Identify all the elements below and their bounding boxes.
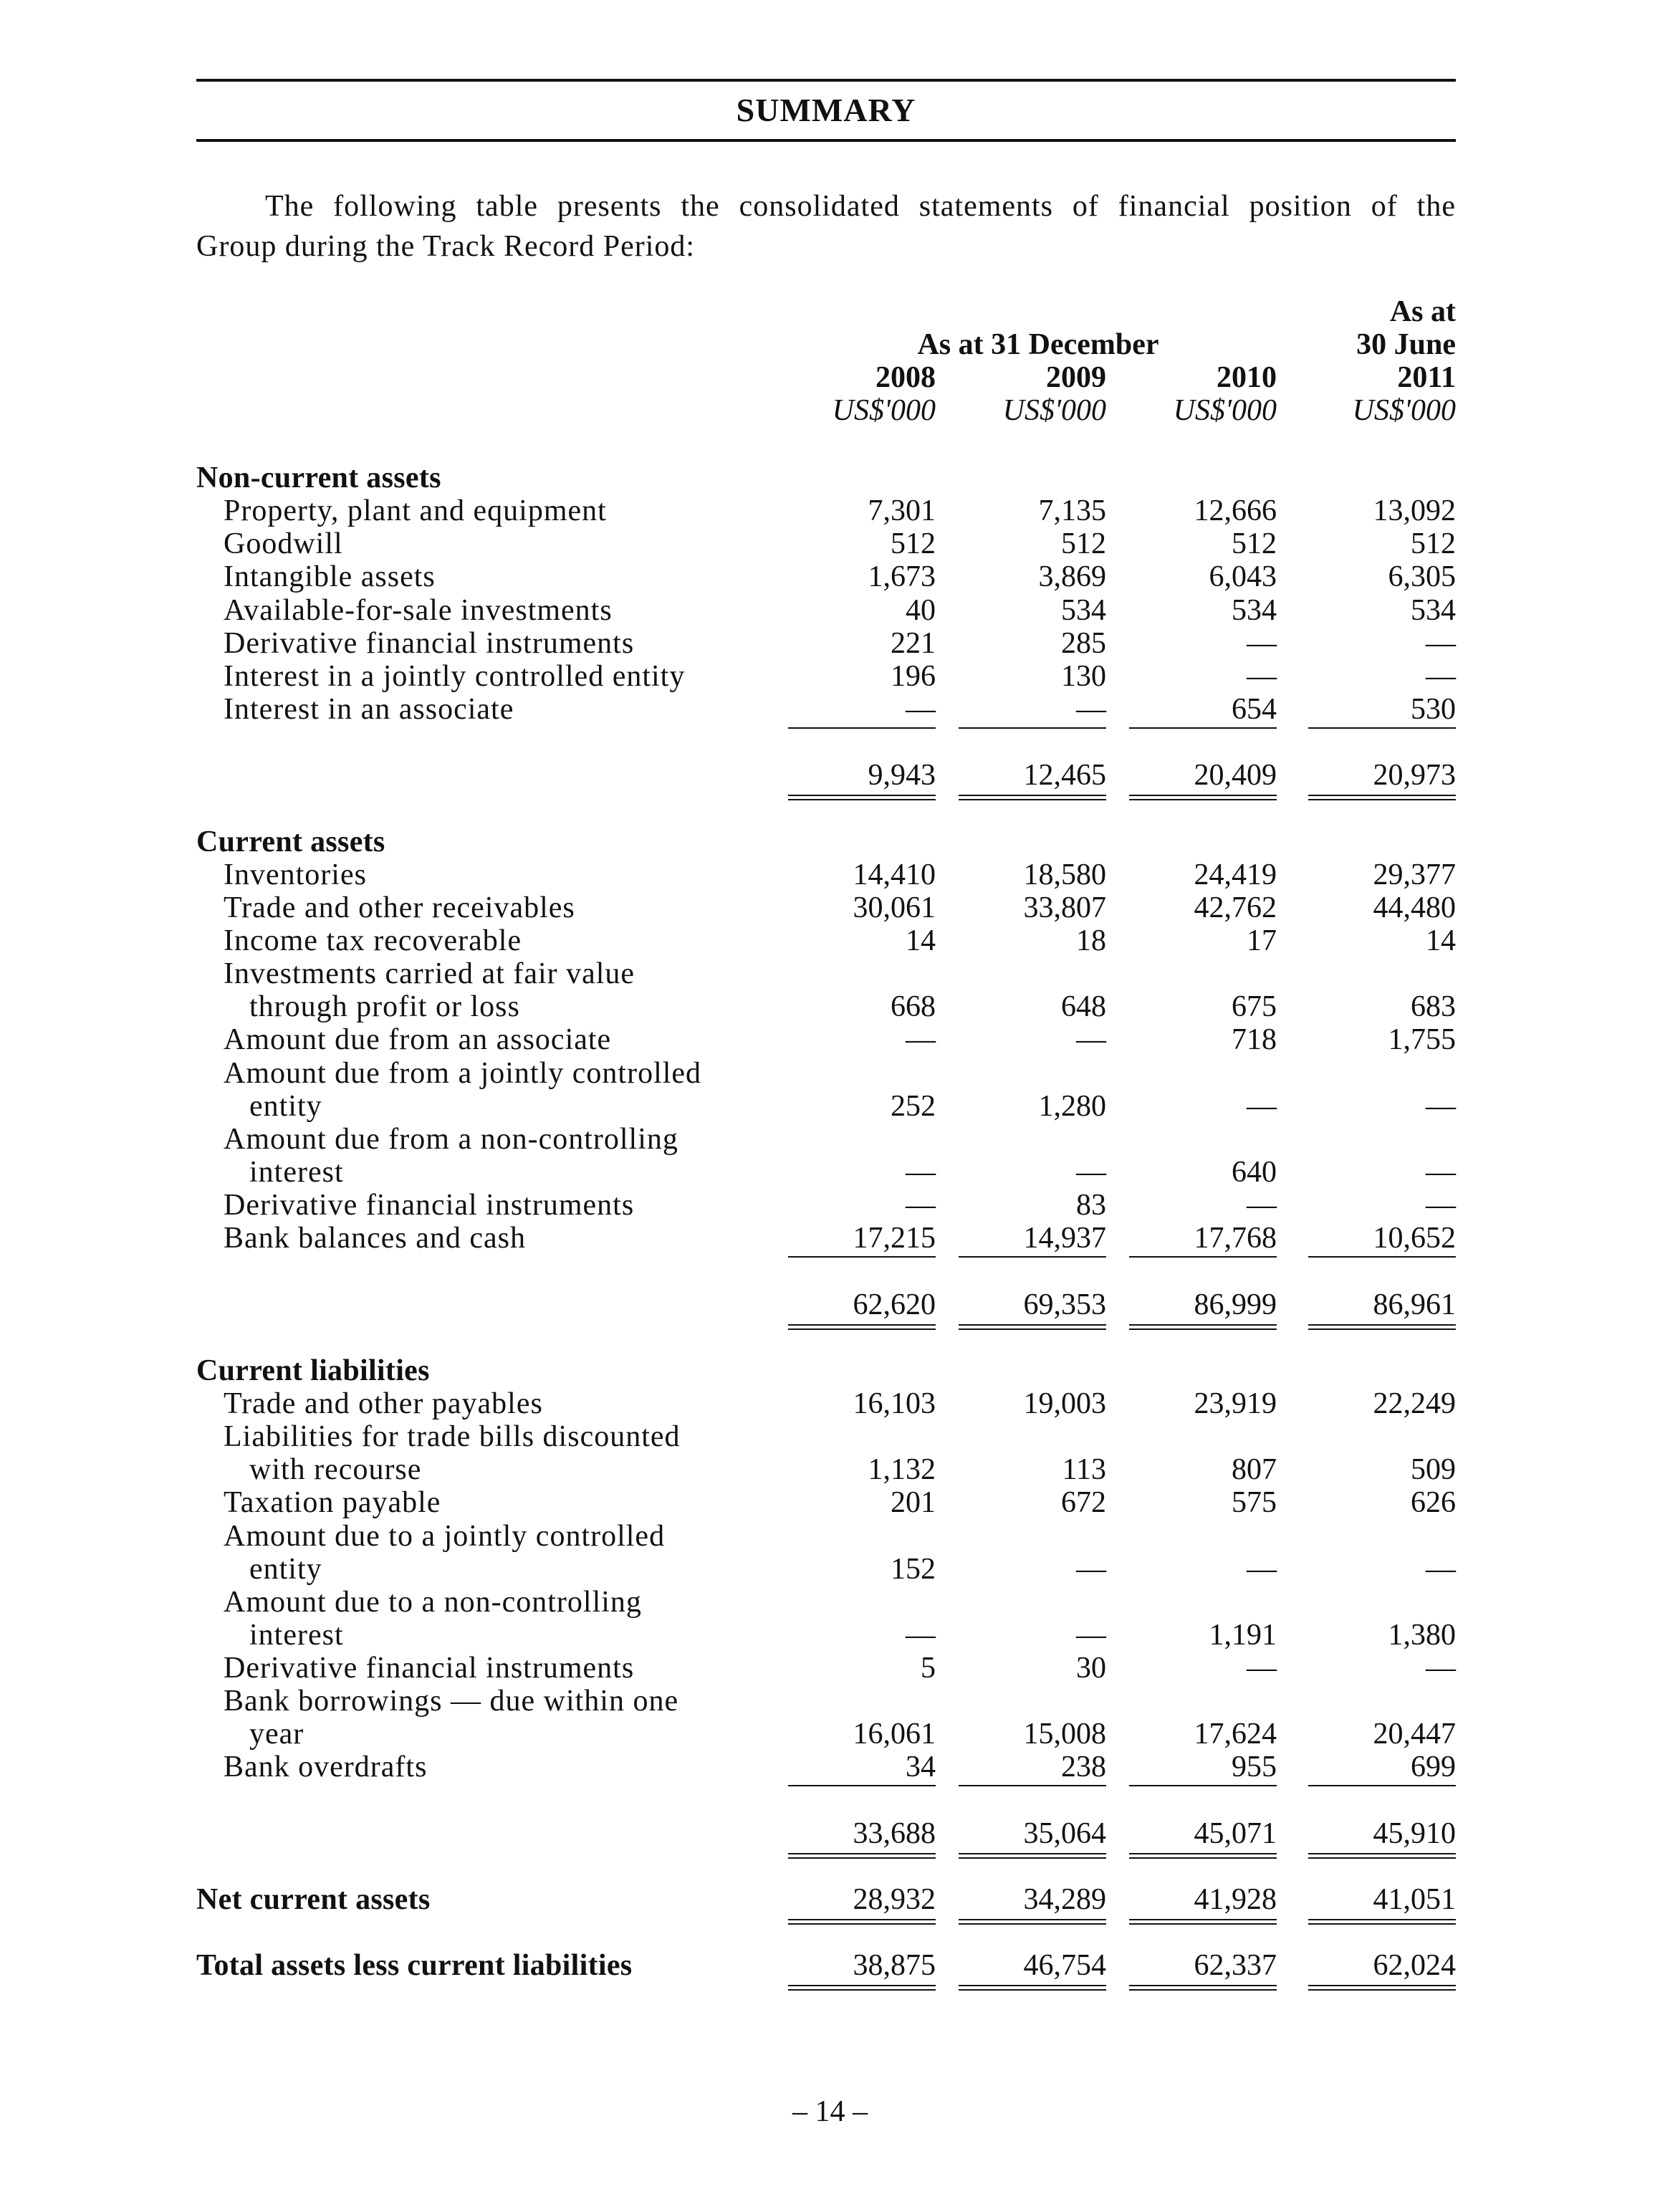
double-underline-upper bbox=[1129, 1985, 1277, 1986]
row-label: Bank balances and cash bbox=[224, 1222, 527, 1255]
spacer-row bbox=[0, 726, 1660, 759]
value-cell-2008: — bbox=[906, 1023, 936, 1057]
value-cell-2011: 10,652 bbox=[1373, 1222, 1456, 1255]
section-heading: Non-current assets bbox=[196, 461, 441, 494]
row-label: Derivative financial instruments bbox=[224, 1189, 635, 1222]
line-item-row bbox=[0, 1619, 1660, 1652]
value-cell-2010: 17 bbox=[1247, 924, 1277, 957]
row-label: interest bbox=[249, 1618, 344, 1652]
total-row bbox=[0, 1883, 1660, 1916]
value-cell-2008: 17,215 bbox=[853, 1222, 936, 1255]
row-label: Total assets less current liabilities bbox=[196, 1949, 633, 1983]
value-cell-2009: 130 bbox=[1061, 659, 1106, 693]
value-cell-2009: 12,465 bbox=[1023, 759, 1106, 793]
line-item-row bbox=[0, 1023, 1660, 1056]
section-heading-row bbox=[0, 1354, 1660, 1387]
row-label: Derivative financial instruments bbox=[224, 1652, 635, 1685]
value-cell-2011: 6,305 bbox=[1388, 560, 1456, 594]
spacer-row bbox=[0, 792, 1660, 825]
page-number: – 14 – bbox=[792, 2095, 868, 2128]
subtotal-row bbox=[0, 1288, 1660, 1321]
value-cell-2009: 30 bbox=[1076, 1652, 1106, 1685]
subtotal-row bbox=[0, 759, 1660, 792]
value-cell-2009: — bbox=[1076, 1023, 1106, 1057]
value-cell-2009: 512 bbox=[1061, 527, 1106, 561]
row-label: year bbox=[249, 1718, 304, 1751]
value-cell-2008: 196 bbox=[891, 659, 936, 693]
value-cell-2010: 654 bbox=[1232, 692, 1277, 726]
value-cell-2008: 252 bbox=[891, 1089, 936, 1123]
row-label: interest bbox=[249, 1155, 344, 1189]
section-heading: Current liabilities bbox=[196, 1354, 430, 1387]
line-item-row bbox=[0, 1553, 1660, 1586]
value-cell-2010: — bbox=[1247, 1552, 1277, 1586]
line-item-row bbox=[0, 990, 1660, 1023]
section-heading: Current assets bbox=[196, 825, 385, 858]
line-item-row bbox=[0, 627, 1660, 660]
value-cell-2011: 62,024 bbox=[1373, 1949, 1456, 1983]
row-label: Inventories bbox=[224, 858, 367, 891]
value-cell-2010: 20,409 bbox=[1194, 759, 1277, 793]
value-cell-2009: 15,008 bbox=[1023, 1718, 1106, 1751]
double-underline-lower bbox=[1308, 1989, 1456, 1991]
value-cell-2010: 6,043 bbox=[1209, 560, 1277, 594]
value-cell-2009: 1,280 bbox=[1038, 1089, 1106, 1123]
value-cell-2008: 40 bbox=[906, 593, 936, 627]
value-cell-2008: 668 bbox=[891, 990, 936, 1024]
spacer-row bbox=[0, 1850, 1660, 1883]
row-label: Amount due from an associate bbox=[224, 1023, 612, 1057]
value-cell-2011: 534 bbox=[1411, 593, 1456, 627]
line-item-row bbox=[0, 560, 1660, 593]
value-cell-2008: 33,688 bbox=[853, 1816, 936, 1850]
value-cell-2010: 640 bbox=[1232, 1155, 1277, 1189]
row-label: Interest in an associate bbox=[224, 692, 514, 726]
line-item-row bbox=[0, 494, 1660, 527]
value-cell-2008: 34 bbox=[906, 1751, 936, 1784]
line-item-row bbox=[0, 957, 1660, 990]
header-as-at-31-december: As at 31 December bbox=[917, 328, 1159, 361]
section-heading-row bbox=[0, 461, 1660, 494]
line-item-row bbox=[0, 527, 1660, 560]
value-cell-2008: 201 bbox=[891, 1486, 936, 1520]
value-cell-2010: 86,999 bbox=[1194, 1288, 1277, 1321]
value-cell-2011: 29,377 bbox=[1373, 858, 1456, 891]
line-item-row bbox=[0, 1520, 1660, 1553]
value-cell-2009: 285 bbox=[1061, 626, 1106, 660]
row-label: entity bbox=[249, 1089, 322, 1123]
value-cell-2011: — bbox=[1426, 1552, 1456, 1586]
subtotal-row bbox=[0, 1817, 1660, 1850]
value-cell-2008: 9,943 bbox=[868, 759, 936, 793]
value-cell-2009: 534 bbox=[1061, 593, 1106, 627]
value-cell-2010: 42,762 bbox=[1194, 891, 1277, 924]
value-cell-2009: 238 bbox=[1061, 1751, 1106, 1784]
row-label: entity bbox=[249, 1552, 322, 1586]
value-cell-2008: 14,410 bbox=[853, 858, 936, 891]
value-cell-2009: — bbox=[1076, 1618, 1106, 1652]
value-cell-2011: 44,480 bbox=[1373, 891, 1456, 924]
value-cell-2011: 20,447 bbox=[1373, 1718, 1456, 1751]
double-underline-upper bbox=[1308, 1985, 1456, 1986]
value-cell-2008: — bbox=[906, 1189, 936, 1222]
value-cell-2011: 41,051 bbox=[1373, 1883, 1456, 1917]
line-item-row bbox=[0, 1453, 1660, 1486]
line-item-row bbox=[0, 1652, 1660, 1685]
value-cell-2010: 675 bbox=[1232, 990, 1277, 1024]
double-underline-upper bbox=[788, 1985, 936, 1986]
value-cell-2010: 512 bbox=[1232, 527, 1277, 561]
line-item-row bbox=[0, 858, 1660, 891]
value-cell-2008: — bbox=[906, 1618, 936, 1652]
line-item-row bbox=[0, 1222, 1660, 1255]
value-cell-2010: — bbox=[1247, 659, 1277, 693]
value-cell-2010: 955 bbox=[1232, 1751, 1277, 1784]
value-cell-2009: 34,289 bbox=[1023, 1883, 1106, 1917]
row-label: Intangible assets bbox=[224, 560, 436, 594]
value-cell-2010: 17,768 bbox=[1194, 1222, 1277, 1255]
spacer-row bbox=[0, 1321, 1660, 1354]
line-item-row bbox=[0, 1751, 1660, 1784]
row-label: Amount due to a jointly controlled bbox=[224, 1519, 666, 1553]
value-cell-2011: 20,973 bbox=[1373, 759, 1456, 793]
line-item-row bbox=[0, 1586, 1660, 1619]
page-title: SUMMARY bbox=[736, 92, 916, 128]
row-label: Goodwill bbox=[224, 527, 343, 561]
value-cell-2011: — bbox=[1426, 659, 1456, 693]
header-as-at: As at bbox=[1389, 295, 1456, 328]
value-cell-2009: — bbox=[1076, 1552, 1106, 1586]
value-cell-2011: 512 bbox=[1411, 527, 1456, 561]
value-cell-2011: — bbox=[1426, 1189, 1456, 1222]
top-rule bbox=[196, 79, 1456, 82]
value-cell-2010: 62,337 bbox=[1194, 1949, 1277, 1983]
value-cell-2008: 16,103 bbox=[853, 1387, 936, 1420]
value-cell-2009: 19,003 bbox=[1023, 1387, 1106, 1420]
value-cell-2009: 46,754 bbox=[1023, 1949, 1106, 1983]
row-label: Amount due from a jointly controlled bbox=[224, 1056, 702, 1090]
line-item-row bbox=[0, 1123, 1660, 1156]
value-cell-2009: — bbox=[1076, 1155, 1106, 1189]
value-cell-2008: 221 bbox=[891, 626, 936, 660]
row-label: Amount due to a non-controlling bbox=[224, 1585, 642, 1619]
value-cell-2011: — bbox=[1426, 1155, 1456, 1189]
value-cell-2010: — bbox=[1247, 626, 1277, 660]
intro-line-1: The following table presents the consolidated statements of financial position of the bbox=[265, 190, 1456, 223]
value-cell-2010: 12,666 bbox=[1194, 494, 1277, 528]
row-label: Investments carried at fair value bbox=[224, 957, 635, 991]
value-cell-2008: 14 bbox=[906, 924, 936, 957]
spacer-row bbox=[0, 1916, 1660, 1949]
spacer-row bbox=[0, 1784, 1660, 1817]
value-cell-2008: 30,061 bbox=[853, 891, 936, 924]
value-cell-2009: 14,937 bbox=[1023, 1222, 1106, 1255]
value-cell-2011: 683 bbox=[1411, 990, 1456, 1024]
spacer-row bbox=[0, 1255, 1660, 1288]
row-label: Bank overdrafts bbox=[224, 1751, 428, 1784]
value-cell-2010: 17,624 bbox=[1194, 1718, 1277, 1751]
value-cell-2008: 512 bbox=[891, 527, 936, 561]
line-item-row bbox=[0, 1685, 1660, 1718]
row-label: Liabilities for trade bills discounted bbox=[224, 1420, 681, 1454]
value-cell-2011: 1,380 bbox=[1388, 1618, 1456, 1652]
value-cell-2009: — bbox=[1076, 692, 1106, 726]
header-year-2011: 2011 bbox=[1397, 361, 1456, 394]
row-label: Bank borrowings — due within one bbox=[224, 1685, 679, 1718]
value-cell-2009: 83 bbox=[1076, 1189, 1106, 1222]
value-cell-2010: — bbox=[1247, 1189, 1277, 1222]
value-cell-2011: 13,092 bbox=[1373, 494, 1456, 528]
line-item-row bbox=[0, 1486, 1660, 1519]
section-heading-row bbox=[0, 825, 1660, 858]
row-label: Interest in a jointly controlled entity bbox=[224, 659, 686, 693]
value-cell-2008: 1,673 bbox=[868, 560, 936, 594]
row-label: through profit or loss bbox=[249, 990, 520, 1024]
line-item-row bbox=[0, 1718, 1660, 1751]
value-cell-2010: 1,191 bbox=[1209, 1618, 1277, 1652]
value-cell-2011: 699 bbox=[1411, 1751, 1456, 1784]
line-item-row bbox=[0, 924, 1660, 957]
value-cell-2008: 28,932 bbox=[853, 1883, 936, 1917]
row-label: Derivative financial instruments bbox=[224, 626, 635, 660]
value-cell-2009: 18,580 bbox=[1023, 858, 1106, 891]
value-cell-2009: 69,353 bbox=[1023, 1288, 1106, 1321]
value-cell-2011: 1,755 bbox=[1388, 1023, 1456, 1057]
unit-label-2010: US$'000 bbox=[1173, 394, 1277, 427]
line-item-row bbox=[0, 594, 1660, 627]
value-cell-2009: 113 bbox=[1062, 1453, 1106, 1487]
value-cell-2010: 45,071 bbox=[1194, 1816, 1277, 1850]
value-cell-2009: 18 bbox=[1076, 924, 1106, 957]
value-cell-2010: 718 bbox=[1232, 1023, 1277, 1057]
line-item-row bbox=[0, 693, 1660, 726]
title-bottom-rule bbox=[196, 139, 1456, 142]
row-label: Net current assets bbox=[196, 1883, 431, 1917]
value-cell-2010: 534 bbox=[1232, 593, 1277, 627]
value-cell-2009: 7,135 bbox=[1038, 494, 1106, 528]
unit-label-2008: US$'000 bbox=[832, 394, 936, 427]
value-cell-2008: 38,875 bbox=[853, 1949, 936, 1983]
value-cell-2010: 23,919 bbox=[1194, 1387, 1277, 1420]
value-cell-2009: 35,064 bbox=[1023, 1816, 1106, 1850]
double-underline-lower bbox=[959, 1989, 1106, 1991]
value-cell-2010: 24,419 bbox=[1194, 858, 1277, 891]
value-cell-2008: 152 bbox=[891, 1552, 936, 1586]
row-label: Income tax recoverable bbox=[224, 924, 522, 957]
value-cell-2008: 1,132 bbox=[868, 1453, 936, 1487]
line-item-row bbox=[0, 660, 1660, 693]
value-cell-2011: 45,910 bbox=[1373, 1816, 1456, 1850]
header-year-2010: 2010 bbox=[1217, 361, 1277, 394]
line-item-row bbox=[0, 1090, 1660, 1123]
row-label: Amount due from a non-controlling bbox=[224, 1122, 678, 1156]
value-cell-2011: — bbox=[1426, 1089, 1456, 1123]
total-row bbox=[0, 1949, 1660, 1982]
unit-label-2011: US$'000 bbox=[1352, 394, 1456, 427]
row-label: Available-for-sale investments bbox=[224, 593, 613, 627]
value-cell-2011: 626 bbox=[1411, 1486, 1456, 1520]
value-cell-2008: 7,301 bbox=[868, 494, 936, 528]
value-cell-2010: — bbox=[1247, 1089, 1277, 1123]
double-underline-upper bbox=[959, 1985, 1106, 1986]
row-label: Property, plant and equipment bbox=[224, 494, 607, 528]
value-cell-2011: 509 bbox=[1411, 1453, 1456, 1487]
value-cell-2010: 807 bbox=[1232, 1453, 1277, 1487]
financial-position-table bbox=[0, 461, 1660, 1982]
value-cell-2010: 41,928 bbox=[1194, 1883, 1277, 1917]
value-cell-2011: — bbox=[1426, 626, 1456, 660]
double-underline-lower bbox=[788, 1989, 936, 1991]
row-label: Trade and other receivables bbox=[224, 891, 575, 924]
line-item-row bbox=[0, 1189, 1660, 1222]
value-cell-2008: 5 bbox=[921, 1652, 936, 1685]
value-cell-2009: 33,807 bbox=[1023, 891, 1106, 924]
row-label: with recourse bbox=[249, 1453, 422, 1487]
line-item-row bbox=[0, 1156, 1660, 1189]
line-item-row bbox=[0, 1387, 1660, 1420]
unit-label-2009: US$'000 bbox=[1002, 394, 1106, 427]
header-year-2008: 2008 bbox=[875, 361, 936, 394]
row-label: Trade and other payables bbox=[224, 1387, 543, 1420]
value-cell-2009: 3,869 bbox=[1038, 560, 1106, 594]
value-cell-2010: — bbox=[1247, 1652, 1277, 1685]
value-cell-2010: 575 bbox=[1232, 1486, 1277, 1520]
intro-line-2: Group during the Track Record Period: bbox=[196, 230, 696, 263]
value-cell-2008: — bbox=[906, 1155, 936, 1189]
value-cell-2009: 672 bbox=[1061, 1486, 1106, 1520]
line-item-row bbox=[0, 1420, 1660, 1453]
value-cell-2011: — bbox=[1426, 1652, 1456, 1685]
value-cell-2009: 648 bbox=[1061, 990, 1106, 1024]
header-30-june: 30 June bbox=[1356, 328, 1456, 361]
value-cell-2011: 14 bbox=[1426, 924, 1456, 957]
value-cell-2008: 16,061 bbox=[853, 1718, 936, 1751]
value-cell-2008: — bbox=[906, 692, 936, 726]
value-cell-2008: 62,620 bbox=[853, 1288, 936, 1321]
line-item-row bbox=[0, 1057, 1660, 1090]
line-item-row bbox=[0, 891, 1660, 924]
row-label: Taxation payable bbox=[224, 1486, 441, 1520]
value-cell-2011: 86,961 bbox=[1373, 1288, 1456, 1321]
header-year-2009: 2009 bbox=[1046, 361, 1106, 394]
value-cell-2011: 530 bbox=[1411, 692, 1456, 726]
intro-paragraph bbox=[196, 186, 1456, 267]
value-cell-2011: 22,249 bbox=[1373, 1387, 1456, 1420]
double-underline-lower bbox=[1129, 1989, 1277, 1991]
